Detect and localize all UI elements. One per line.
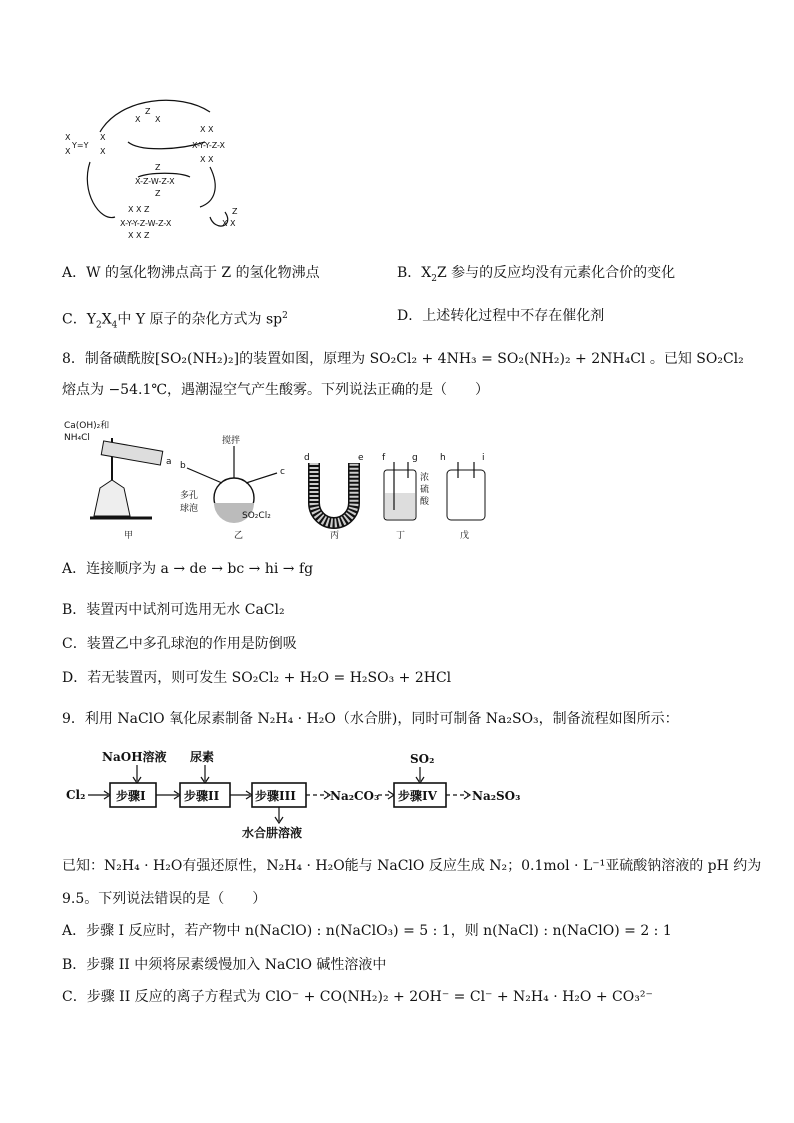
acid-label-2: 硫	[420, 485, 430, 495]
hydrazine-label: 水合肼溶液	[242, 826, 303, 840]
label-jia: 甲	[124, 531, 134, 541]
naoh-label: NaOH溶液	[102, 750, 167, 764]
stir-label: 搅拌	[222, 436, 241, 446]
q9-known-line2: 9.5。下列说法错误的是（ ）	[62, 891, 267, 907]
q8-stem-line1: 8．制备磺酰胺[SO₂(NH₂)₂]的装置如图，原理为 SO₂Cl₂ + 4NH₃ = SO₂(NH₂)₂ + 2NH₄Cl 。已知 SO₂Cl₂	[62, 351, 744, 367]
apparatus-yi	[180, 434, 285, 541]
port-f: f	[382, 453, 386, 463]
cl2-label: Cl₂	[66, 788, 86, 802]
svg-text:Z: Z	[232, 207, 238, 216]
so2cl2-label: SO₂Cl₂	[242, 511, 271, 521]
q9-stem: 9．利用 NaClO 氧化尿素制备 N₂H₄ · H₂O（水合肼)，同时可制备 Na₂SO₃，制备流程如图所示：	[62, 711, 679, 727]
port-d: d	[304, 453, 310, 463]
q8-apparatus-figure	[62, 418, 502, 543]
svg-text:X: X	[155, 115, 161, 124]
svg-text:X-Y-Y-Z-X: X-Y-Y-Z-X	[192, 141, 226, 150]
jia-reagent-label: Ca(OH)₂和	[64, 421, 110, 431]
label-yi: 乙	[234, 531, 244, 541]
svg-text:X-Y-Y-Z-W-Z-X: X-Y-Y-Z-W-Z-X	[120, 219, 172, 228]
apparatus-bing	[304, 453, 364, 541]
q8-option-b: B．装置丙中试剂可选用无水 CaCl₂	[62, 602, 285, 618]
svg-text:Z: Z	[155, 163, 161, 172]
q8-option-a: A．连接顺序为 a → de → bc → hi → fg	[62, 561, 314, 577]
q9-option-b: B．步骤 II 中须将尿素缓慢加入 NaClO 碱性溶液中	[62, 957, 387, 973]
q9-option-a: A．步骤 I 反应时，若产物中 n(NaClO) : n(NaClO₃) = 5 : 1，则 n(NaCl) : n(NaClO) = 2 : 1	[62, 923, 672, 939]
apparatus-ding	[382, 453, 430, 541]
q8-stem-line2: 熔点为 −54.1℃，遇潮湿空气产生酸雾。下列说法正确的是（ ）	[62, 382, 490, 398]
svg-text:X: X	[100, 133, 106, 142]
port-a: a	[166, 457, 172, 467]
q8-option-c: C．装置乙中多孔球泡的作用是防倒吸	[62, 636, 297, 652]
apparatus-wu	[440, 453, 485, 541]
port-e: e	[358, 453, 364, 463]
jia-reagent-label2: NH₄Cl	[64, 433, 90, 443]
port-b: b	[180, 461, 186, 471]
label-bing: 丙	[330, 531, 340, 541]
svg-text:X: X	[100, 147, 106, 156]
reaction-cycle-diagram	[60, 92, 260, 242]
port-h: h	[440, 453, 446, 463]
step4-label: 步骤IV	[398, 789, 437, 803]
q7-option-d: D．上述转化过程中不存在催化剂	[397, 308, 605, 324]
urea-label: 尿素	[190, 750, 215, 764]
svg-text:X X: X X	[200, 125, 214, 134]
svg-text:X X Z: X X Z	[128, 231, 150, 240]
svg-text:X X Z: X X Z	[128, 205, 150, 214]
acid-label-1: 浓	[420, 473, 430, 483]
label-ding: 丁	[396, 531, 406, 541]
na2so3-label: Na₂SO₃	[472, 789, 521, 803]
svg-text:Z: Z	[145, 107, 151, 116]
svg-text:X X: X X	[222, 219, 236, 228]
label-wu: 戊	[460, 531, 470, 541]
svg-text:X: X	[135, 115, 141, 124]
q9-flowchart	[62, 745, 532, 840]
acid-label-3: 酸	[420, 497, 430, 507]
so2-label: SO₂	[410, 752, 435, 766]
port-g: g	[412, 453, 418, 463]
port-i: i	[482, 453, 485, 463]
svg-text:X X: X X	[200, 155, 214, 164]
step3-label: 步骤III	[255, 789, 296, 803]
q9-known-line1: 已知：N₂H₄ · H₂O有强还原性，N₂H₄ · H₂O能与 NaClO 反应生成 N₂；0.1mol · L⁻¹亚硫酸钠溶液的 pH 约为	[62, 858, 762, 874]
svg-text:X: X	[65, 147, 71, 156]
q9-option-c: C．步骤 II 反应的离子方程式为 ClO⁻ + CO(NH₂)₂ + 2OH⁻ = Cl⁻ + N₂H₄ · H₂O + CO₃²⁻	[62, 989, 653, 1005]
step2-label: 步骤II	[184, 789, 220, 803]
port-c: c	[280, 467, 285, 477]
q8-option-d: D．若无装置丙，则可发生 SO₂Cl₂ + H₂O = H₂SO₃ + 2HCl	[62, 670, 452, 686]
svg-text:X-Z-W-Z-X: X-Z-W-Z-X	[135, 177, 175, 186]
apparatus-jia	[64, 420, 172, 541]
svg-text:X: X	[65, 133, 71, 142]
na2co3-label: Na₂CO₃	[330, 789, 380, 803]
svg-text:Y=Y: Y=Y	[72, 141, 89, 150]
q7-option-a: A．W 的氢化物沸点高于 Z 的氢化物沸点	[62, 265, 320, 281]
bubble-label: 球泡	[180, 504, 199, 514]
q7-option-b: B．$X_2Z$ 参与的反应均没有元素化合价的变化	[397, 265, 676, 284]
q7-option-c: C．$Y_2X_4$中 Y 原子的杂化方式为 $sp^2$	[62, 311, 288, 331]
svg-text:Z: Z	[155, 189, 161, 198]
step1-label: 步骤I	[116, 789, 146, 803]
porous-label: 多孔	[180, 491, 199, 501]
